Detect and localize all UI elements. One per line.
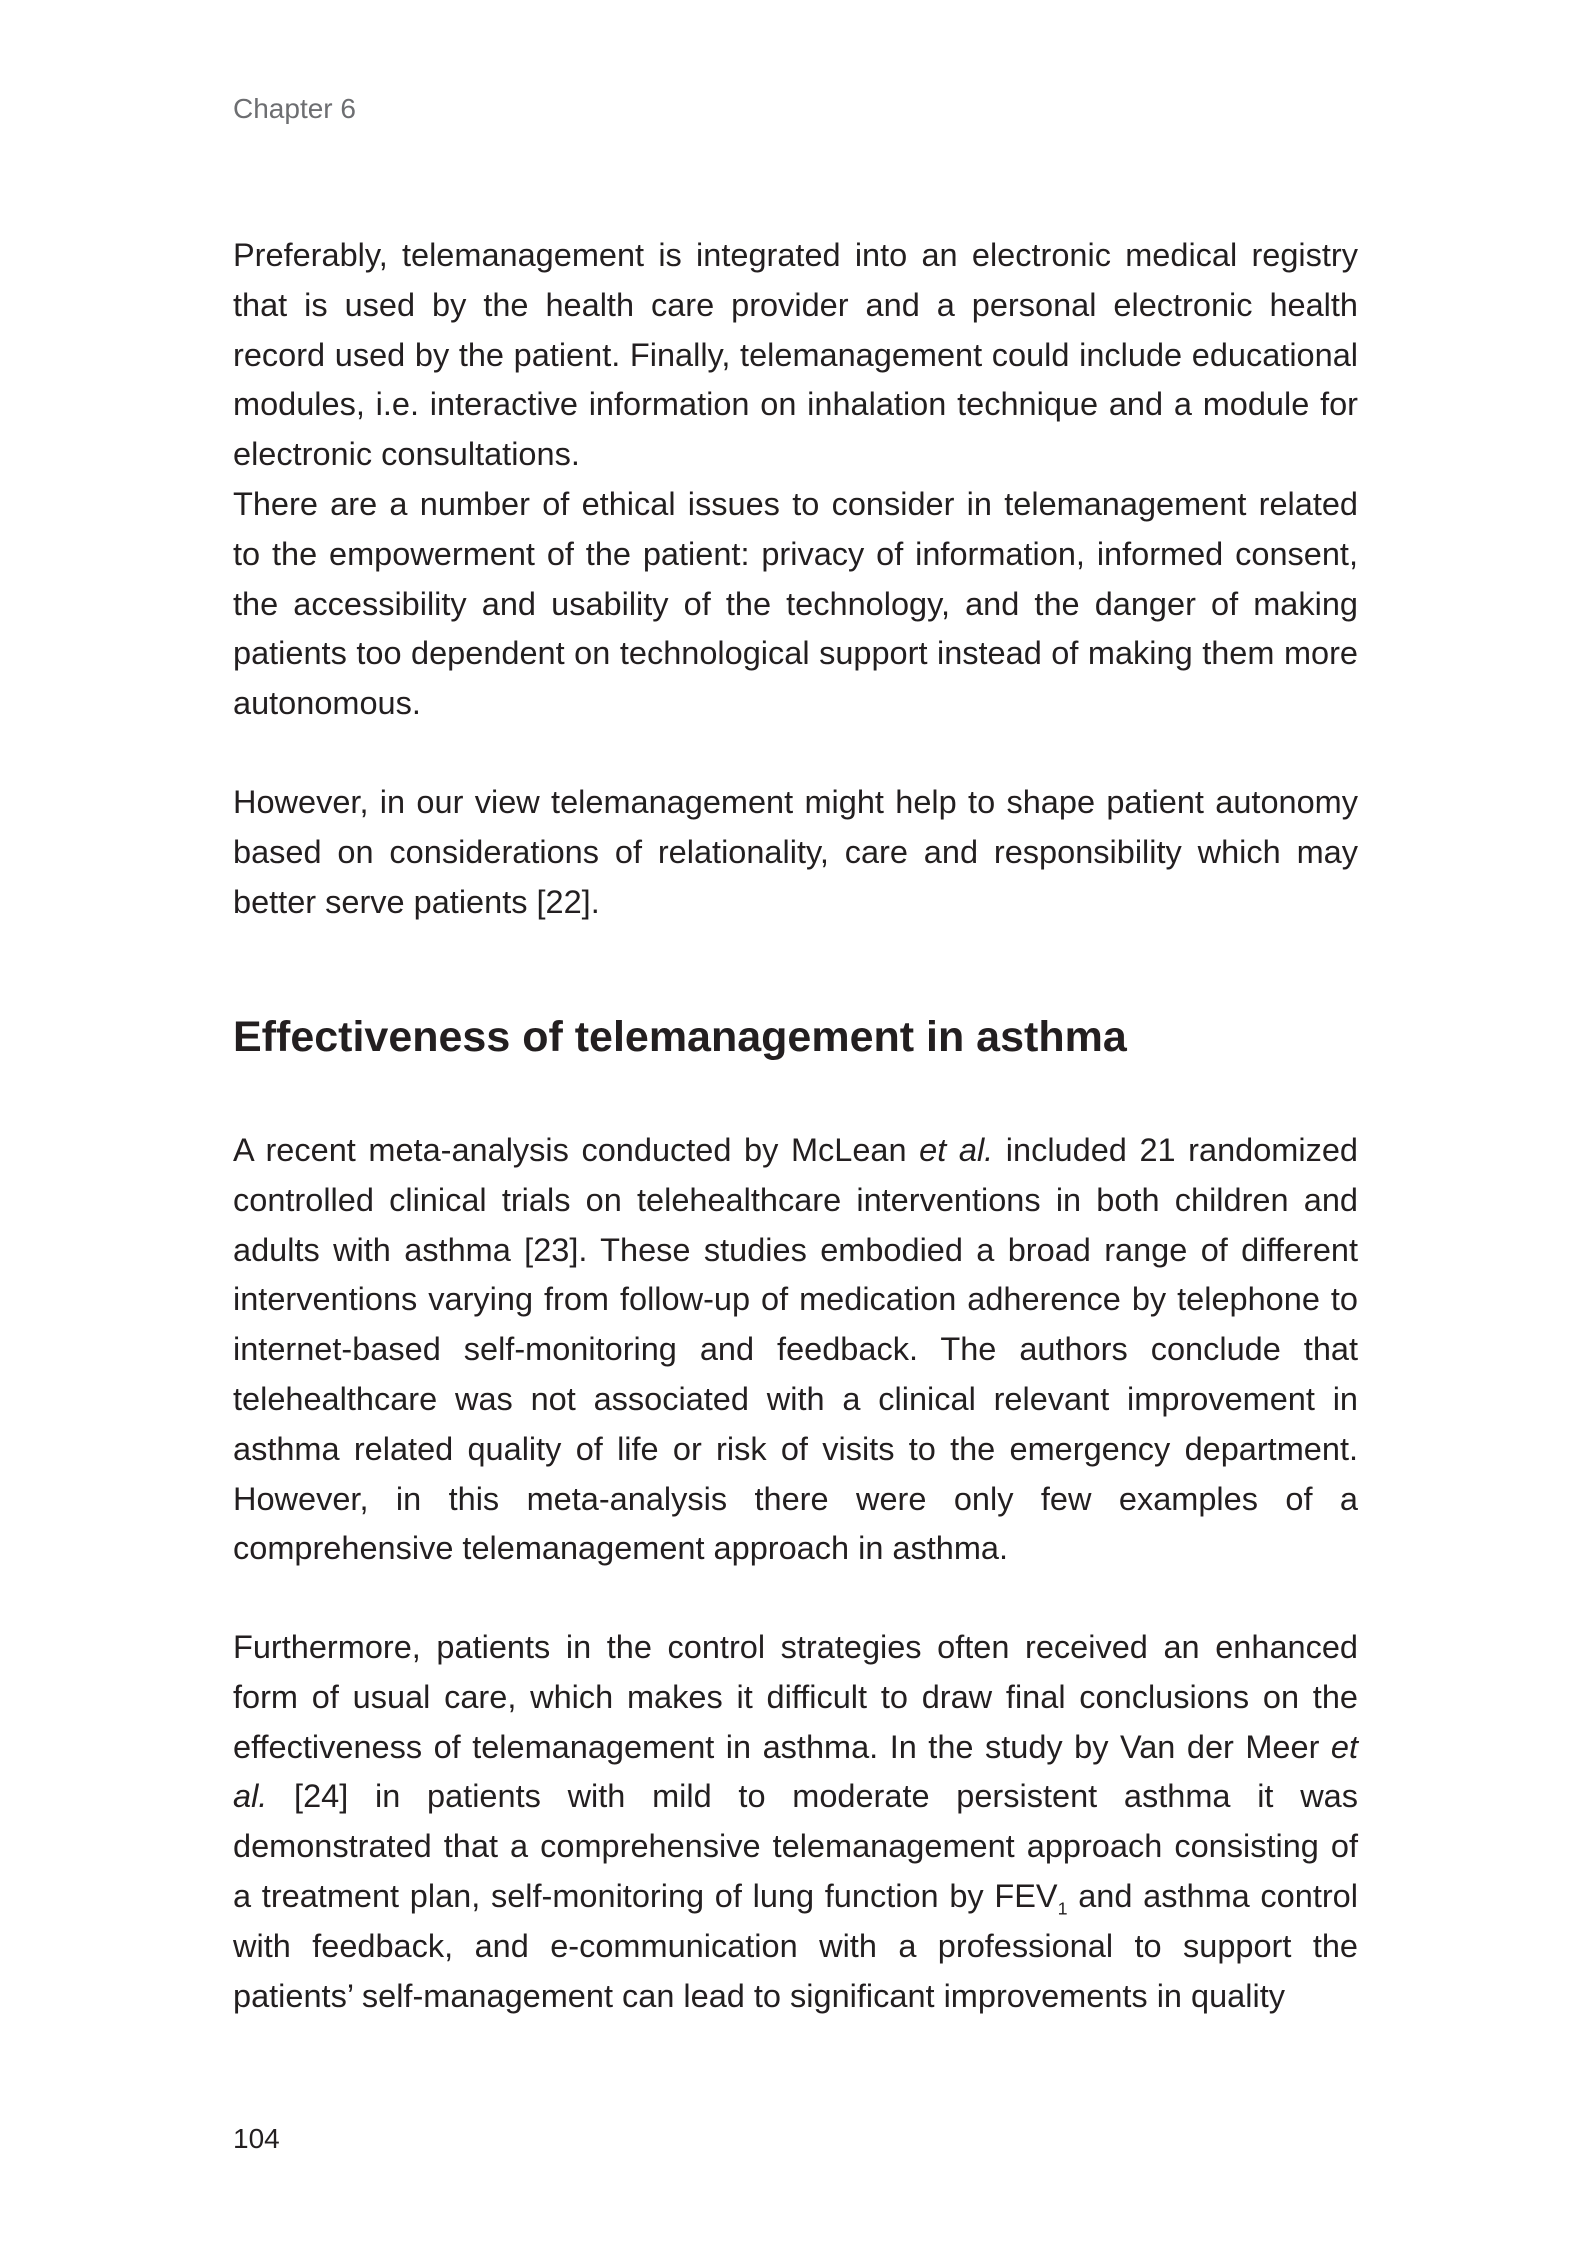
text-run: and asthma control with feedback, and e-communication with a professional to support the patients’ self-management can lead to significant improvements in quality [233, 1877, 1358, 2014]
italic-et-al: et al. [233, 1728, 1358, 1815]
text-run: [24] in patients with mild to moderate persistent asthma it was demonstrated that a comprehensive telemanagement approach consisting of a treatment plan, self-monitoring of lung function by FEV [233, 1778, 1358, 1914]
text-run: Furthermore, patients in the control strategies often received an enhanced form of usual care, which makes it difficult to draw final conclusions on the effectiveness of telemanagement in asthma. In the study by Van der Meer [233, 1629, 1358, 1765]
text-run: A recent meta-analysis conducted by McLean [233, 1132, 920, 1168]
paragraph-patient-autonomy: However, in our view telemanagement might help to shape patient autonomy based on considerations of relationality, care and responsibility which may better serve patients [22]. [233, 784, 1358, 920]
paragraph-meta-analysis [233, 1126, 1358, 1574]
italic-et-al: et al. [919, 1132, 994, 1168]
paragraph-ethical-issues: There are a number of ethical issues to consider in telemanagement related to the empowerment of the patient: privacy of information, informed consent, the accessibility and usability of the technology, and the danger of making patients too dependent on technological support instead of making them more autonomous. [233, 486, 1358, 722]
section-heading: Effectiveness of telemanagement in asthma [233, 1013, 1127, 1061]
running-head: Chapter 6 [233, 93, 356, 124]
text-run: included 21 randomized controlled clinical trials on telehealthcare interventions in both children and adults with asthma [23]. These studies embodied a broad range of different interventions varying from follow-up of medication adherence by telephone to internet-based self-monitoring and feedback. The authors conclude that telehealthcare was not associated with a clinical relevant improvement in asthma related quality of life or risk of visits to the emergency department. However, in this meta-analysis there were only few examples of a comprehensive telemanagement approach in asthma. [233, 1132, 1359, 1567]
page-number: 104 [233, 2123, 280, 2154]
subscript-fev1: 1 [1057, 1898, 1068, 1919]
paragraph-van-der-meer-study [233, 1623, 1358, 2021]
paragraph-privacy-registry: Preferably, telemanagement is integrated into an electronic medical registry that is used by the health care provider and a personal electronic health record used by the patient. Finally, telemanagement could include educational modules, i.e. interactive information on inhalation technique and a module for electronic consultations. [233, 237, 1358, 473]
